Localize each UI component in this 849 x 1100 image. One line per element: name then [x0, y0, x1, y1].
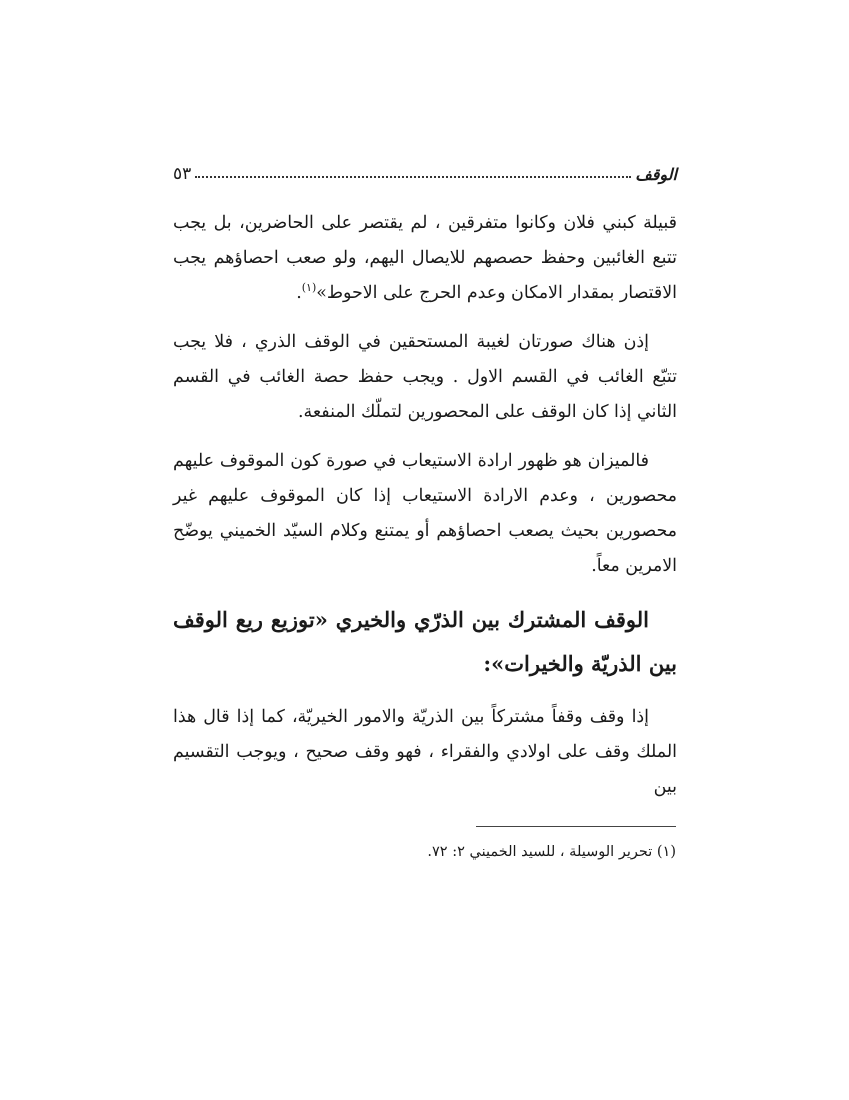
running-title: الوقف [635, 165, 677, 184]
footnote-divider [476, 826, 676, 827]
page-number: ٥٣ [173, 164, 192, 184]
paragraph-1-text: قبيلة كبني فلان وكانوا متفرقين ، لم يقتصر على الحاضرين، بل يجب تتبع الغائبين وحفظ حصصهم للايصال اليهم، ولو صعب احصاؤهم يجب الاقتصار بمقدار الامكان وعدم الحرج على الاحوط» [173, 213, 677, 303]
paragraph-4: إذا وقف وقفاً مشتركاً بين الذريّة والامور الخيريّة، كما إذا قال هذا الملك وقف على اولادي والفقراء ، فهو وقف صحيح ، ويوجب التقسيم بين [173, 707, 677, 797]
footnote-reference: (١) [301, 281, 317, 295]
page-content [173, 150, 677, 819]
paragraph-1 [173, 206, 677, 311]
paragraph-3: فالميزان هو ظهور ارادة الاستيعاب في صورة كون الموقوف عليهم محصورين ، وعدم الارادة الاستيعاب إذا كان الموقوف عليهم غير محصورين بحيث يصعب احصاؤهم أو يمتنع وكلام السيّد الخميني يوضّح الامرين معاً. [173, 451, 677, 576]
running-header [173, 150, 677, 184]
section-heading: الوقف المشترك بين الذرّي والخيري «توزيع ريع الوقف بين الذريّة والخيرات»: [173, 607, 677, 676]
paragraph-2: إذن هناك صورتان لغيبة المستحقين في الوقف الذري ، فلا يجب تتبّع الغائب في القسم الاول . ويجب حفظ حصة الغائب في القسم الثاني إذا كان الوقف على المحصورين لتملّك المنفعة. [173, 332, 677, 422]
leader-dots [195, 175, 631, 178]
paragraph-1-end: . [296, 283, 302, 303]
body-text [173, 206, 677, 805]
footnote: (١) تحرير الوسيلة ، للسيد الخميني ٢: ٧٢. [427, 844, 676, 860]
